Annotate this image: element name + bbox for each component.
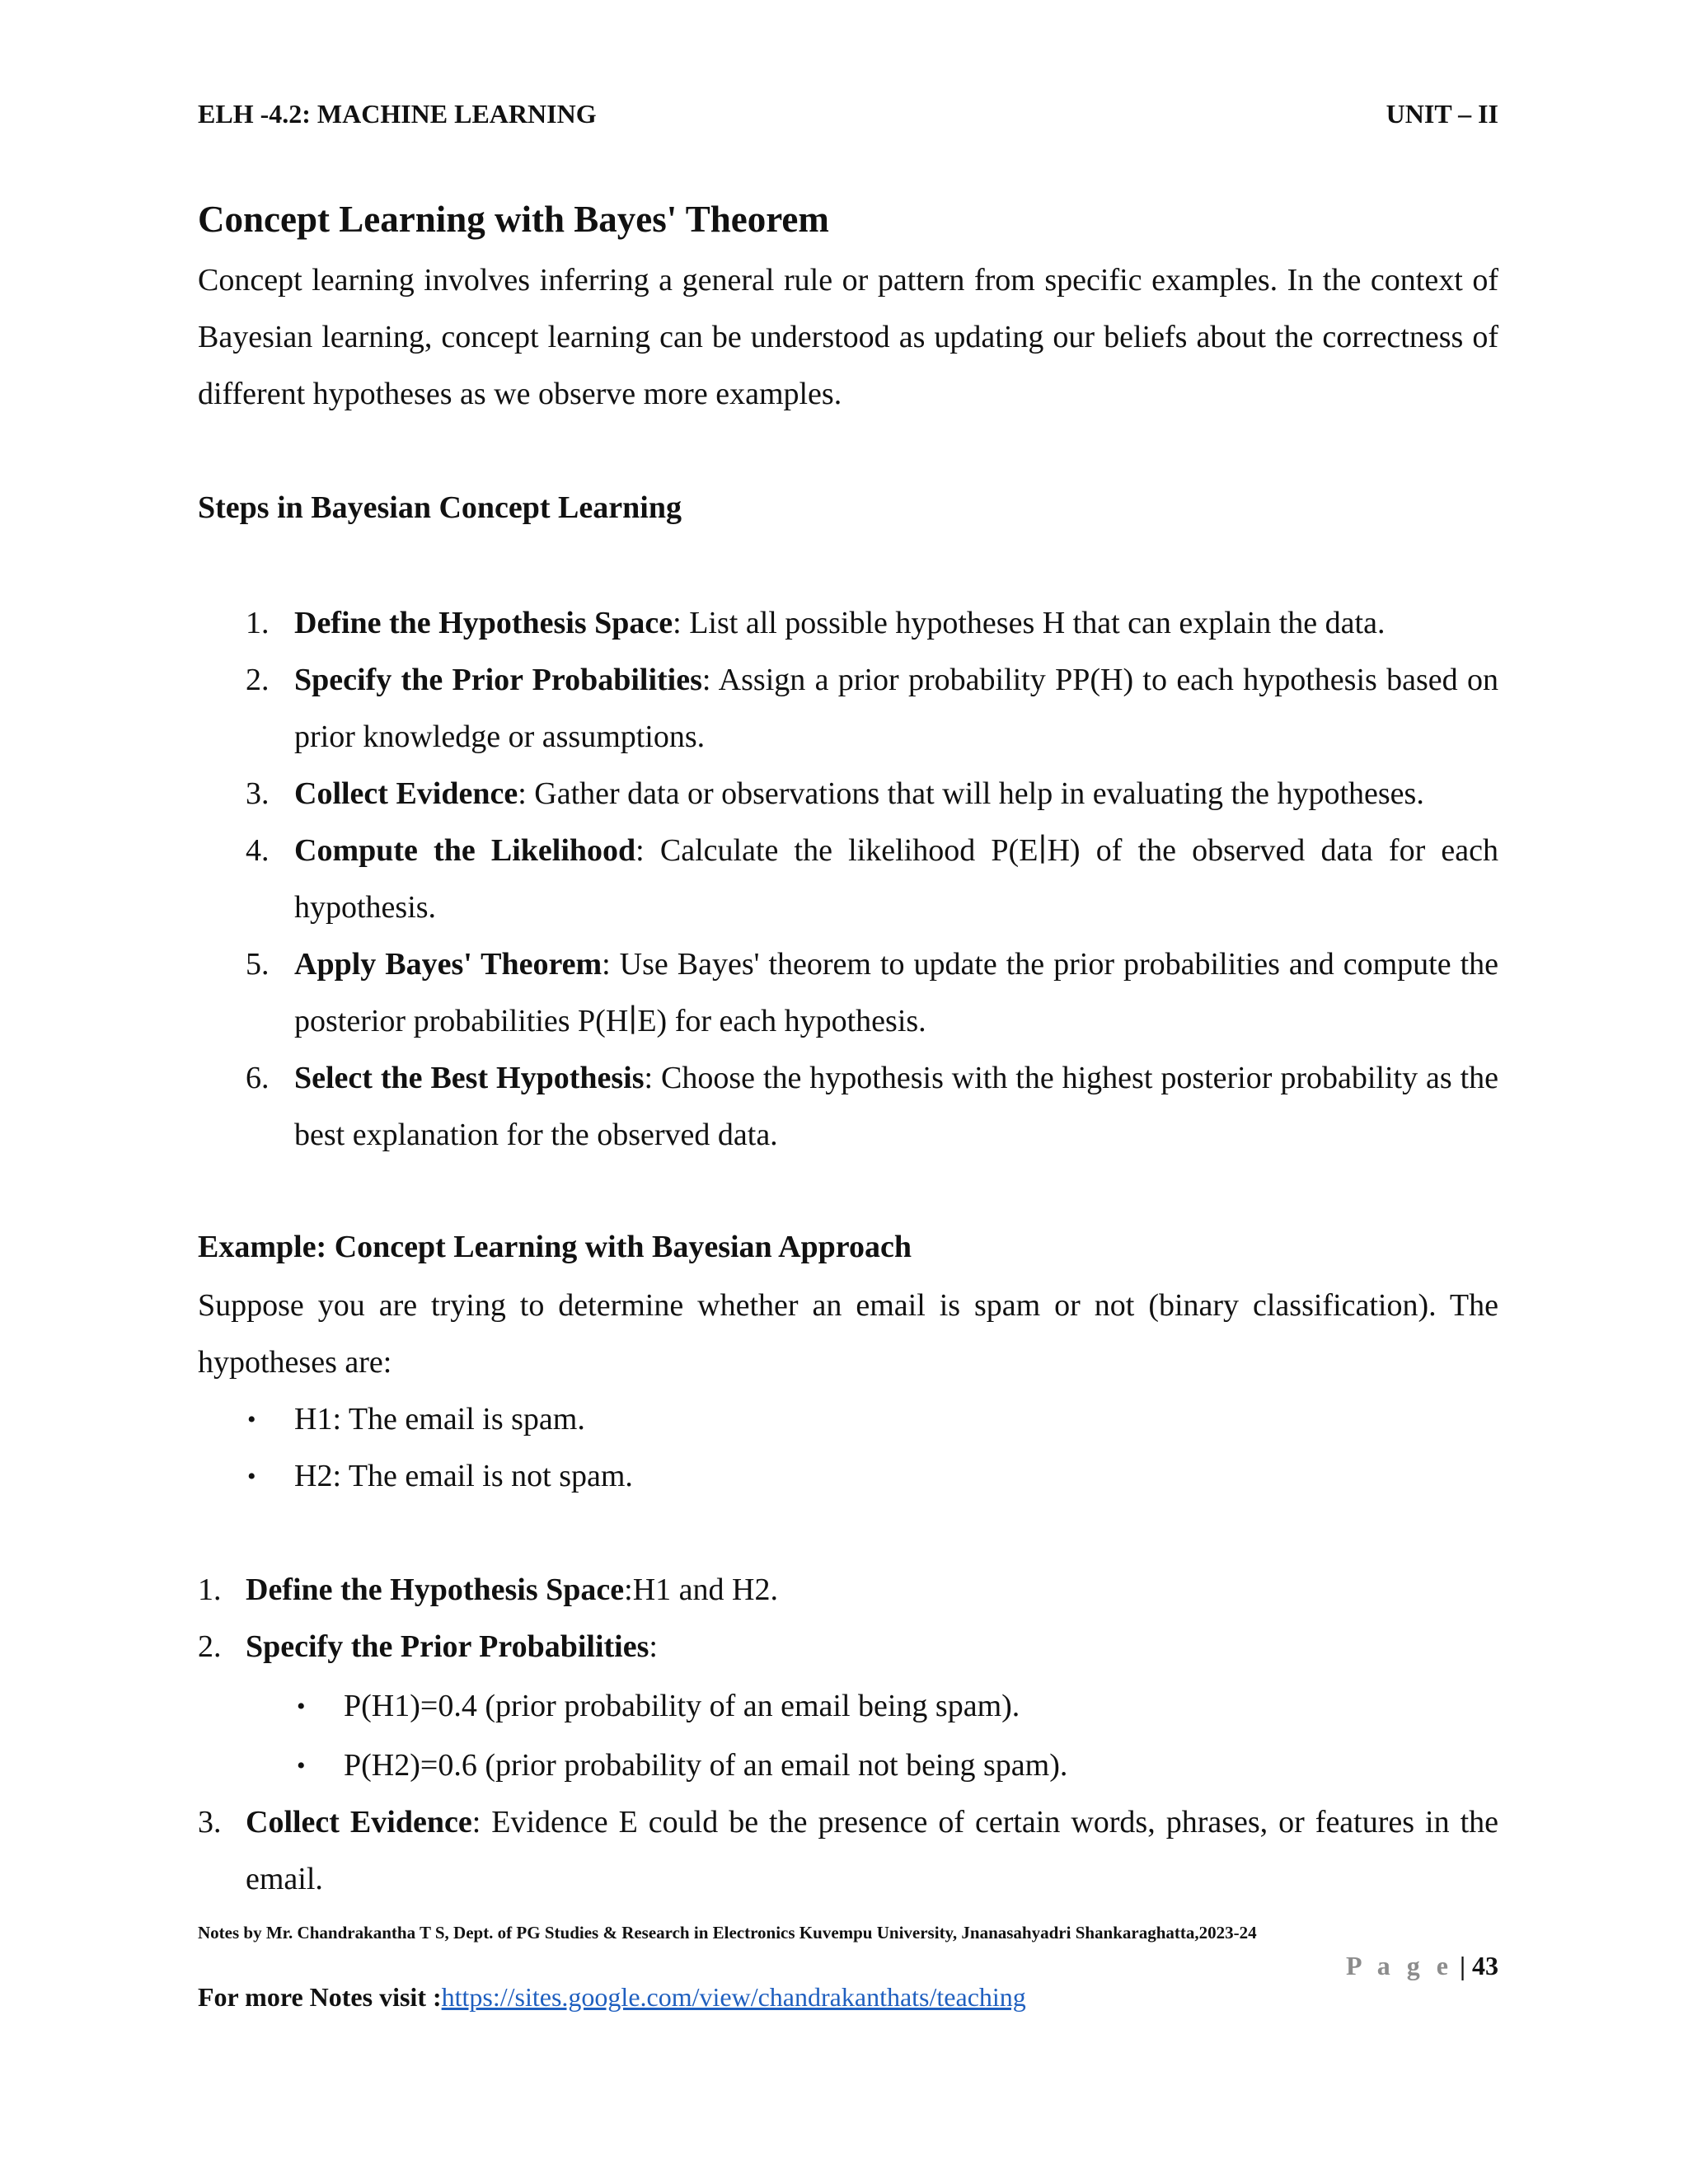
more-notes-label: For more Notes visit : [198,1982,442,2012]
step-text: : Assign a prior probability PP(H) to each hypothesis based on prior knowledge or assumptions. [294,663,1498,754]
example-step-text: :H1 and H2. [624,1572,778,1607]
bullet-icon: • [297,1752,306,1779]
step-number: 6. [246,1061,270,1095]
example-step-item [246,1562,1498,1619]
step-text: : Gather data or observations that will help in evaluating the hypotheses. [518,776,1424,811]
example-step-number: 1. [198,1572,222,1607]
step-item [294,595,1498,652]
notes-link[interactable]: https://sites.google.com/view/chandrakanthats/teaching [441,1982,1026,2012]
example-step-text: : Evidence E could be the presence of certain words, phrases, or features in the email. [246,1805,1498,1896]
example-step-term: Define the Hypothesis Space [246,1572,625,1607]
header-unit: UNIT – II [1386,99,1498,129]
intro-paragraph: Concept learning involves inferring a general rule or pattern from specific examples. In the context of Bayesian learning, concept learning can be understood as updating our beliefs about the correctness of different hypotheses as we observe more examples. [198,263,1498,411]
step-number: 4. [246,833,270,868]
step-text: : List all possible hypotheses H that can explain the data. [673,606,1386,640]
step-item [294,766,1498,823]
example-step-number: 3. [198,1805,222,1840]
hypothesis-item: H2: The email is not spam. [294,1459,633,1493]
example-heading: Example: Concept Learning with Bayesian Approach [198,1230,912,1264]
example-step-item [246,1619,1498,1675]
step-item [294,652,1498,766]
page-number: 43 [1472,1951,1498,1980]
page-separator: | [1452,1951,1472,1980]
example-step-term: Specify the Prior Probabilities [246,1629,649,1664]
example-step-item [246,1794,1498,1908]
step-item [294,936,1498,1050]
prior-item: P(H1)=0.4 (prior probability of an email being spam). [344,1689,1020,1723]
step-term: Collect Evidence [294,776,518,811]
steps-heading: Steps in Bayesian Concept Learning [198,490,682,525]
example-step-term: Collect Evidence [246,1805,472,1840]
step-term: Define the Hypothesis Space [294,606,673,640]
step-text: : Calculate the likelihood P(E∣H) of the observed data for each hypothesis. [294,833,1499,925]
step-number: 5. [246,947,270,982]
bullet-icon: • [247,1406,256,1433]
step-number: 1. [246,606,270,640]
footer-more-notes [198,1980,1026,2013]
step-term: Compute the Likelihood [294,833,636,868]
hypothesis-item: H1: The email is spam. [294,1402,585,1436]
step-number: 2. [246,663,270,697]
step-text: : Use Bayes' theorem to update the prior probabilities and compute the posterior probabilities P(H∣E) for each hypothesis. [294,947,1498,1038]
step-item [294,1050,1498,1164]
step-item [294,823,1498,936]
example-intro: Suppose you are trying to determine whether an email is spam or not (binary classification). The hypotheses are: [198,1288,1498,1380]
header-course: ELH -4.2: MACHINE LEARNING [198,99,597,129]
example-step-number: 2. [198,1629,222,1664]
step-term: Apply Bayes' Theorem [294,947,603,982]
section-title: Concept Learning with Bayes' Theorem [198,199,829,240]
step-number: 3. [246,776,270,811]
page-word: P a g e [1345,1951,1453,1980]
step-term: Specify the Prior Probabilities [294,663,702,697]
footer-notes: Notes by Mr. Chandrakantha T S, Dept. of PG Studies & Research in Electronics Kuvempu University, Jnanasahyadri Shankaraghatta,2023-24 [198,1923,1257,1943]
step-text: : Choose the hypothesis with the highest posterior probability as the best explanation for the observed data. [294,1061,1499,1152]
prior-item: P(H2)=0.6 (prior probability of an email not being spam). [344,1748,1068,1783]
example-step-text: : [649,1629,658,1664]
bullet-icon: • [297,1693,306,1720]
page-number-label [1346,1949,1498,1982]
bullet-icon: • [247,1463,256,1490]
step-term: Select the Best Hypothesis [294,1061,645,1095]
